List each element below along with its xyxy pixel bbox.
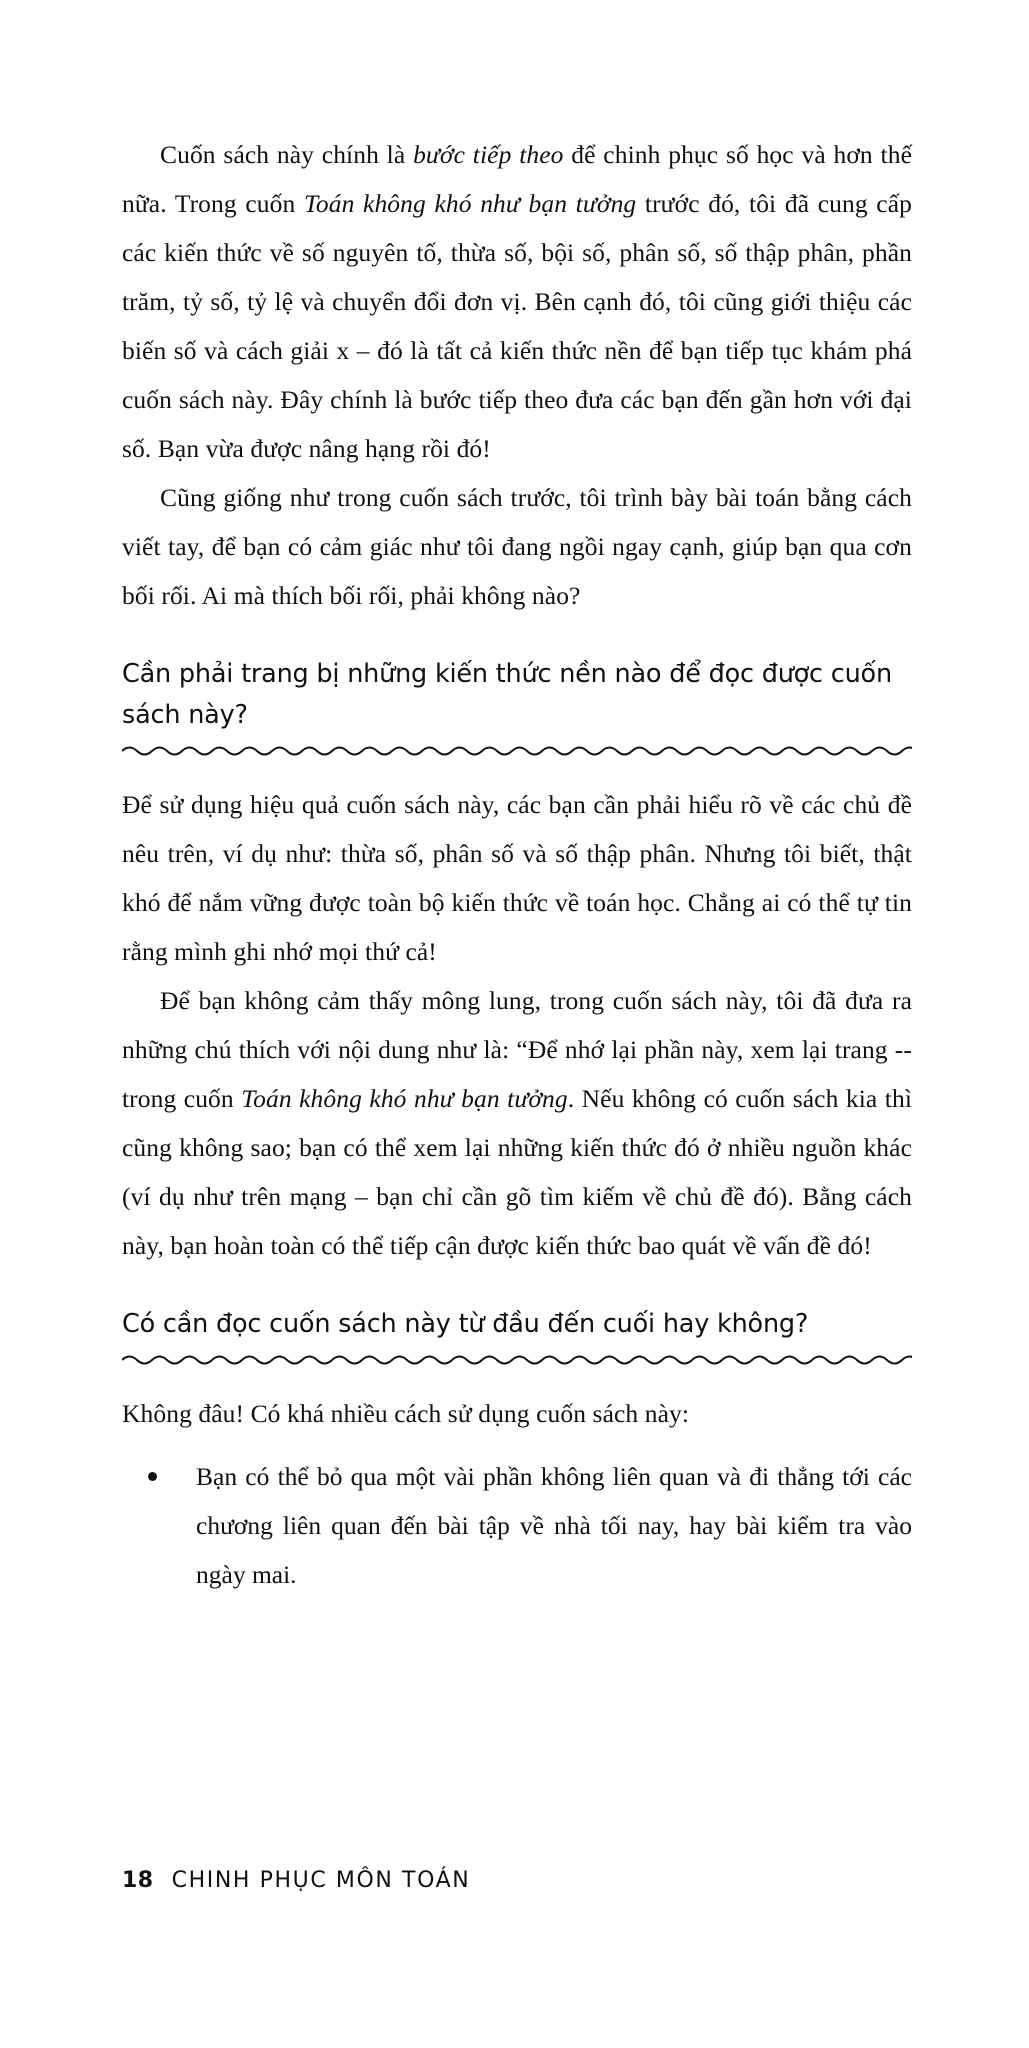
list-item [122,1452,912,1599]
paragraph-3: Để sử dụng hiệu quả cuốn sách này, các bạn cần phải hiểu rõ về các chủ đề nêu trên, ví dụ như: thừa số, phân số và số thập phân. Nhưng tôi biết, thật khó để nắm vững được toàn bộ kiến thức về toán học. Chẳng ai có thể tự tin rằng mình ghi nhớ mọi thứ cả! [122,790,912,966]
paragraph-1-text-a: Cuốn sách này chính là [160,140,414,169]
list-item-text: Bạn có thể bỏ qua một vài phần không liên quan và đi thẳng tới các chương liên quan đến bài tập về nhà tối nay, hay bài kiểm tra vào ngày mai. [196,1462,912,1589]
paragraph-4 [122,976,912,1270]
list-spacer [122,1438,912,1452]
paragraph-1-text-b: để chinh phục số học và hơn thế nữa. Trong cuốn [122,140,912,218]
paragraph-1-text-c: trước đó, tôi đã cung cấp các kiến thức về số nguyên tố, thừa số, bội số, phân số, số thập phân, phần trăm, tỷ số, tỷ lệ và chuyển đổi đơn vị. Bên cạnh đó, tôi cũng giới thiệu các biến số và cách giải x – đó là tất cả kiến thức nền để bạn tiếp tục khám phá cuốn sách này. Đây chính là bước tiếp theo đưa các bạn đến gần hơn với đại số. Bạn vừa được nâng hạng rồi đó! [122,189,912,463]
bullet-dot-icon [148,1472,157,1481]
paragraph-4-text-a: Để bạn không cảm thấy mông lung, trong cuốn sách này, tôi đã đưa ra những chú thích với nội dung như là: “Để nhớ lại phần này, xem lại trang -- trong cuốn [122,986,912,1113]
running-title: CHINH PHỤC MÔN TOÁN [171,1868,471,1893]
page-content [122,130,912,1599]
paragraph-1-italic-b: Toán không khó như bạn tưởng [303,189,637,218]
bullet-list [122,1452,912,1599]
paragraph-2: Cũng giống như trong cuốn sách trước, tôi trình bày bài toán bằng cách viết tay, để bạn có cảm giác như tôi đang ngồi ngay cạnh, giúp bạn qua cơn bối rối. Ai mà thích bối rối, phải không nào? [122,483,912,610]
paragraph-4-text-b: . Nếu không có cuốn sách kia thì cũng không sao; bạn có thể xem lại những kiến thức đó ở nhiều nguồn khác (ví dụ như trên mạng – bạn chỉ cần gõ tìm kiếm về chủ đề đó). Bằng cách này, bạn hoàn toàn có thể tiếp cận được kiến thức bao quát về vấn đề đó! [122,1084,912,1260]
section-heading-1: Cần phải trang bị những kiến thức nền nào để đọc được cuốn sách này? [122,659,892,730]
paragraph-1 [122,130,912,473]
section-heading-2: Có cần đọc cuốn sách này từ đầu đến cuối hay không? [122,1309,809,1339]
wavy-divider-2 [122,1353,912,1367]
page-footer [122,1868,470,1893]
paragraph-5: Không đâu! Có khá nhiều cách sử dụng cuốn sách này: [122,1399,690,1428]
page-number: 18 [122,1868,154,1893]
paragraph-1-italic-a: bước tiếp theo [413,140,564,169]
paragraph-4-italic-a: Toán không khó như bạn tưởng [241,1084,568,1113]
wavy-divider-1 [122,744,912,758]
